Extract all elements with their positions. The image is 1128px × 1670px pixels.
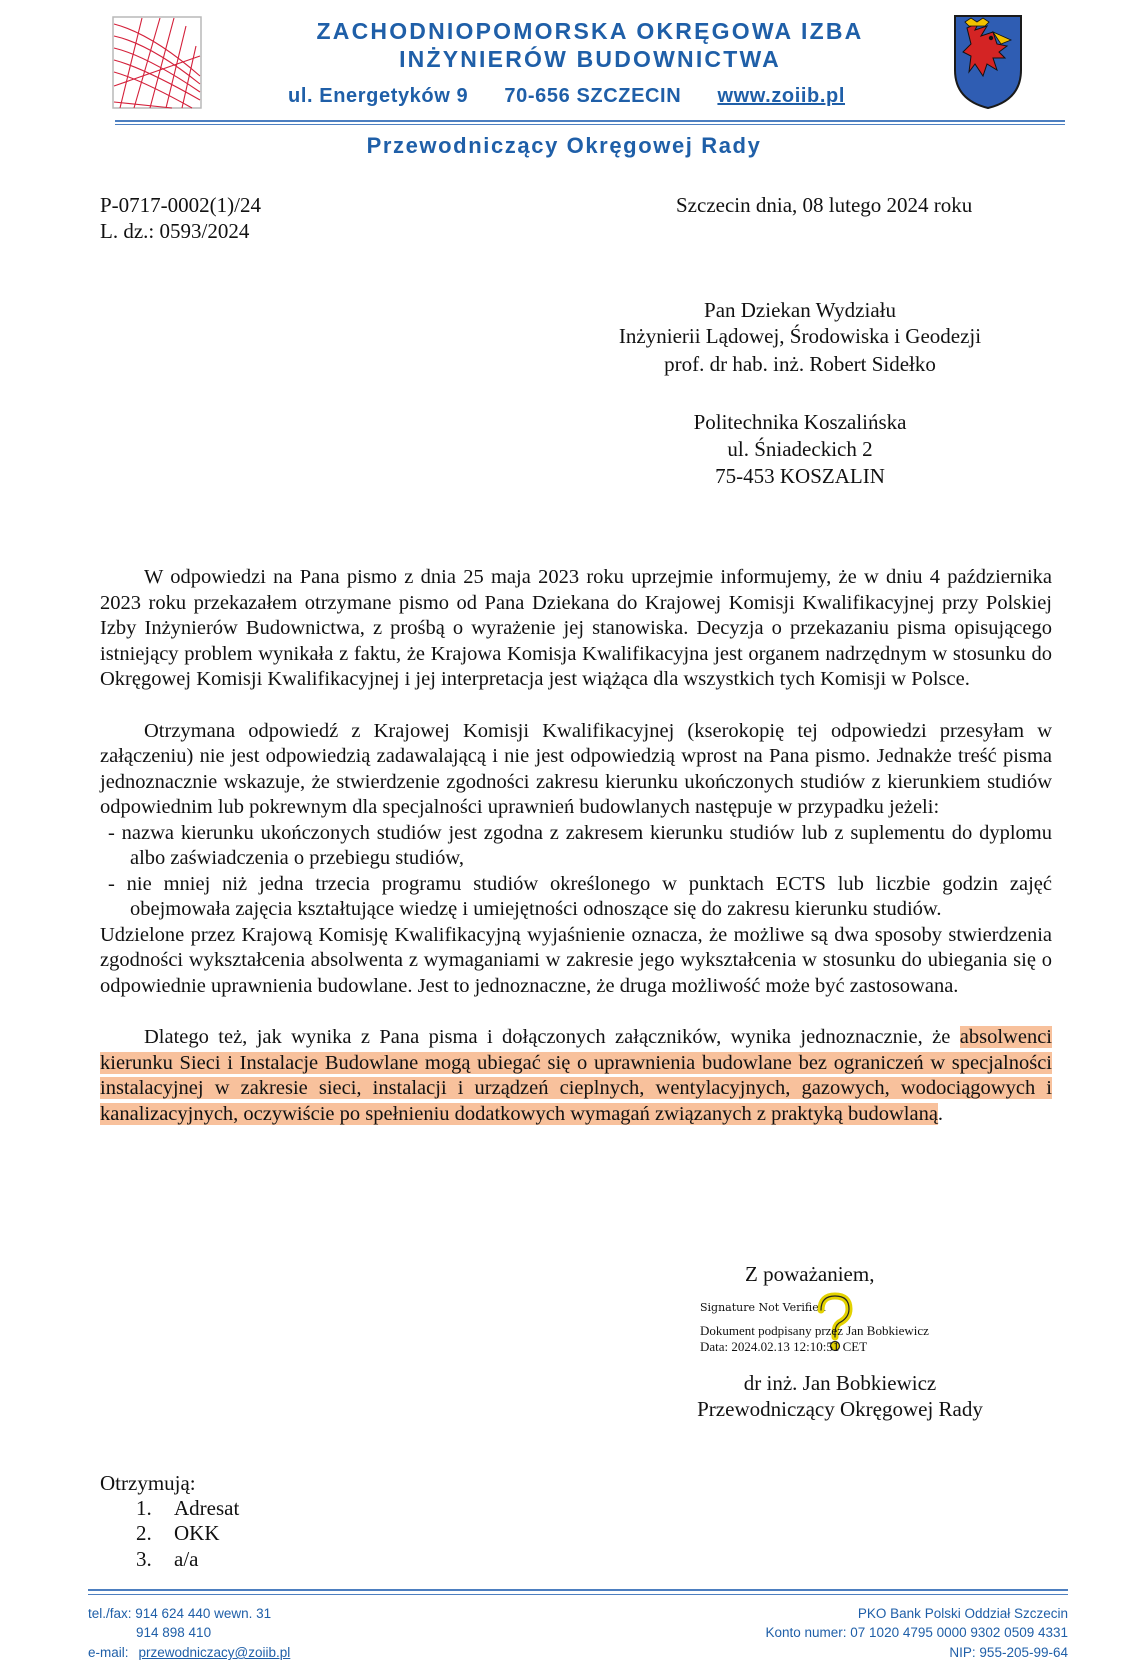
signature-status: Signature Not Verified [700,1301,826,1314]
recipient-institution: Politechnika Koszalińska [693,410,907,434]
journal-number: L. dz.: 0593/2024 [100,219,250,243]
letter-body [100,565,1052,1127]
organization-address [288,85,845,108]
email-link[interactable]: przewodniczacy@zoiib.pl [138,1645,291,1660]
paragraph-1: W odpowiedzi na Pana pismo z dnia 25 maja 2023 roku uprzejmie informujemy, że w dniu 4 października 2023 roku przekazałem otrzymane pismo od Pana Dziekana do Krajowej Komisji Kwalifikacyjnej przy Polskiej Izby Inżynierów Budownictwa, z prośbą o wyrażenie jej stanowiska. Decyzja o przekazaniu pisma opisującego istniejący problem wynikała z faktu, że Krajowa Komisja Kwalifikacyjna jest organem nadrzędnym w stosunku do Okręgowej Komisji Kwalifikacyjnej i jej interpretacja jest wiążąca dla wszystkich tych Komisji w Polsce. [100,566,1052,690]
closing-regards: Z poważaniem, [745,1262,875,1286]
reference-number: P-0717-0002(1)/24 [100,193,261,217]
header-divider-thin [115,124,1065,125]
signatory-role: Przewodniczący Okręgowej Rady [697,1397,983,1421]
header-divider [115,120,1065,122]
street: ul. Energetyków 9 [288,85,469,107]
footer-divider [88,1589,1068,1591]
recipient-faculty: Inżynierii Lądowej, Środowiska i Geodezji [618,324,982,348]
footer-tax-id: NIP: 955-205-99-64 [949,1645,1068,1660]
list-item: 2. OKK [136,1521,220,1545]
condition-item-2: - nie mniej niż jedna trzecia programu studiów określonego w punktach ECTS lub liczbie godzin zajęć obejmowała zajęcia kształtujące wiedzę i umiejętności odnoszące się do zakresu kierunku studiów. [108,872,1052,920]
footer-divider-thin [88,1594,1068,1595]
list-item: 1. Adresat [136,1496,240,1520]
postal-city: 70-656 SZCZECIN [504,85,682,107]
signature-date: Data: 2024.02.13 12:10:51 CET [700,1339,868,1354]
footer-phone: tel./fax: 914 624 440 wewn. 31 [88,1606,272,1621]
office-title: Przewodniczący Okręgowej Rady [366,133,762,158]
paragraph-4-start: Dlatego też, jak wynika z Pana pisma i dołączonych załączników, wynika jednoznacznie, że [144,1026,960,1048]
paragraph-4-end: . [937,1102,944,1125]
highlighted-conclusion: absolwenci kierunku Sieci i Instalacje Budowlane mogą ubiegać się o uprawnienia budowlane bez ograniczeń w specjalności instalacyjnej w zakresie sieci, instalacji i urządzeń cieplnych, wentylacyjnych, gazowych, wodociągowych i kanalizacyjnych, oczywiście po spełnieniu dodatkowych wymagań związanych z praktyką budowlaną [100,1026,1052,1125]
organization-name-line2: INŻYNIERÓW BUDOWNICTWA [399,46,781,72]
list-item: 3. a/a [136,1547,199,1571]
website-link[interactable]: www.zoiib.pl [717,85,845,107]
paragraph-2: Otrzymana odpowiedź z Krajowej Komisji Kwalifikacyjnej (kserokopię tej odpowiedzi przesyłam w załączeniu) nie jest odpowiedzią zadawalającą i nie jest odpowiedzią wprost na Pana pismo. Jednakże treść pisma jednoznacznie wskazuje, że stwierdzenie zgodności zakresu kierunku ukończonych studiów z kierunkiem studiów odpowiednim lub pokrewnym dla specjalności uprawnień budowlanych następuje w przypadku jeżeli: [100,719,1052,818]
footer-bank: PKO Bank Polski Oddział Szczecin [857,1606,1068,1621]
condition-item-1: - nazwa kierunku ukończonych studiów jest zgodna z zakresem kierunku studiów lub z suplementu do dyplomu albo zaświadczenia o przebiegu studiów, [108,821,1052,869]
recipients-heading: Otrzymują: [100,1471,196,1495]
paragraph-3: Udzielone przez Krajową Komisję Kwalifikacyjną wyjaśnienie oznacza, że możliwe są dwa sposoby stwierdzenia zgodności wykształcenia absolwenta z wymaganiami w zakresie jego wykształcenia w stosunku do ubiegania się o odpowiednie uprawnienia budowlane. Jest to jednoznaczne, że druga możliwość może być zastosowana. [100,923,1052,997]
recipient-street: ul. Śniadeckich 2 [727,437,873,461]
chamber-logo-icon [112,16,202,109]
organization-name: ZACHODNIOPOMORSKA OKRĘGOWA IZBA [316,18,864,44]
paragraph-4 [100,1025,1052,1127]
signature-signer: Dokument podpisany przez Jan Bobkiewicz [700,1323,929,1338]
footer-account-number: Konto numer: 07 1020 4795 0000 9302 0509 4331 [765,1625,1068,1640]
recipient-name: prof. dr hab. inż. Robert Sidełko [664,352,936,376]
letter-date: Szczecin dnia, 08 lutego 2024 roku [676,193,973,217]
recipient-title: Pan Dziekan Wydziału [704,298,896,322]
signatory-name: dr inż. Jan Bobkiewicz [743,1371,937,1395]
footer-phone-2: 914 898 410 [136,1625,212,1640]
szczecin-crest-icon [953,14,1023,110]
recipient-city: 75-453 KOSZALIN [715,464,885,488]
footer-email: e-mail: przewodniczacy@zoiib.pl [88,1645,291,1660]
